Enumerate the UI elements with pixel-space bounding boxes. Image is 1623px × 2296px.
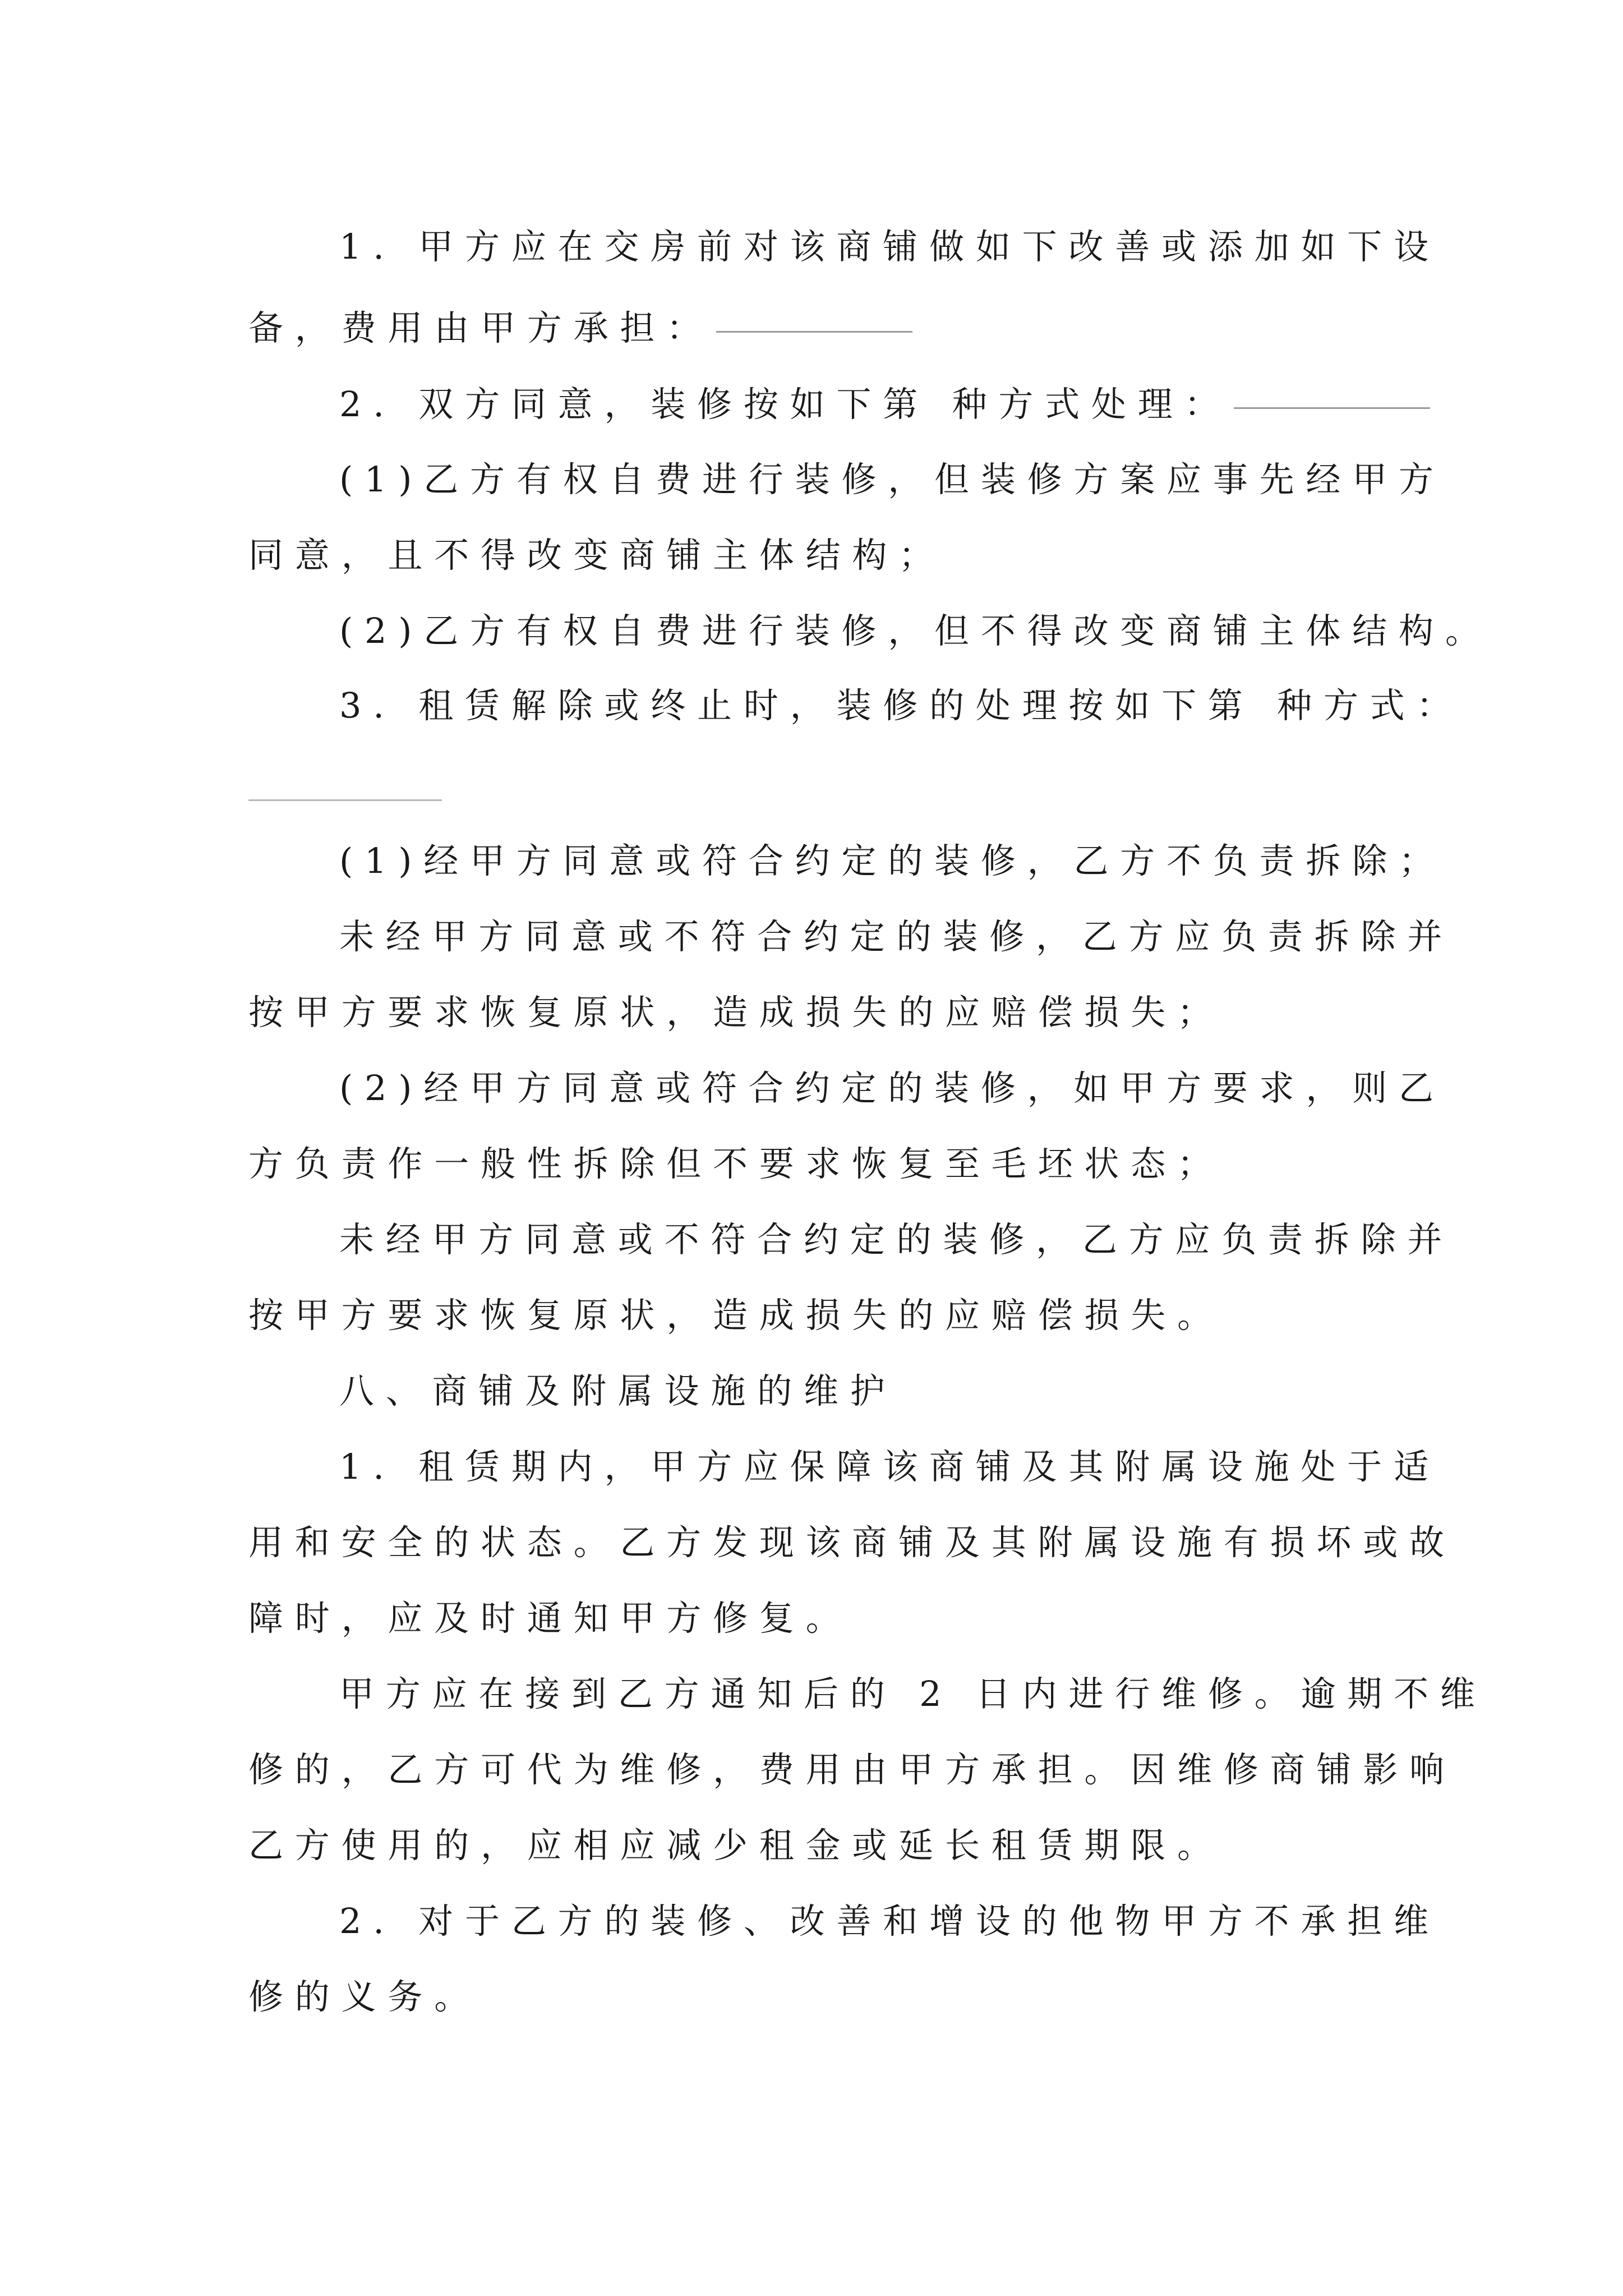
fill-in-blank bbox=[248, 799, 442, 801]
text-line-content: 1. 租赁期内，甲方应保障该商铺及其附属设施处于适 bbox=[339, 1446, 1440, 1487]
text-line-content: 1. 甲方应在交房前对该商铺做如下改善或添加如下设 bbox=[339, 226, 1440, 267]
text-line-content: 用和安全的状态。乙方发现该商铺及其附属设施有损坏或故 bbox=[248, 1522, 1456, 1563]
text-line-content: 未经甲方同意或不符合约定的装修，乙方应负责拆除并 bbox=[339, 916, 1454, 957]
text-line-content: 2. 对于乙方的装修、改善和增设的他物甲方不承担维 bbox=[339, 1901, 1440, 1941]
section-heading-text: 八、商铺及附属设施的维护 bbox=[339, 1370, 897, 1411]
text-line-content: (2)乙方有权自费进行装修，但不得改变商铺主体结构。 bbox=[339, 610, 1492, 651]
text-line bbox=[0, 658, 1623, 753]
fill-in-blank bbox=[716, 329, 912, 333]
text-line-content: 方负责作一般性拆除但不要求恢复至毛坯状态； bbox=[248, 1143, 1224, 1184]
text-line-content: 按甲方要求恢复原状，造成损失的应赔偿损失； bbox=[248, 992, 1224, 1033]
text-line-content: 修的义务。 bbox=[248, 1976, 481, 2017]
text-line-content: 2. 双方同意，装修按如下第 种方式处理： bbox=[339, 384, 1231, 425]
text-line-content: (1)乙方有权自费进行装修，但装修方案应事先经甲方 bbox=[339, 459, 1445, 500]
text-line-content: 障时，应及时通知甲方修复。 bbox=[248, 1598, 852, 1639]
text-line-content: 未经甲方同意或不符合约定的装修，乙方应负责拆除并 bbox=[339, 1219, 1454, 1260]
text-line-content: 甲方应在接到乙方通知后的 2 日内进行维修。逾期不维 bbox=[339, 1673, 1487, 1714]
text-line-content: 乙方使用的，应相应减少租金或延长租赁期限。 bbox=[248, 1825, 1224, 1866]
text-line-content: (2)经甲方同意或符合约定的装修，如甲方要求，则乙 bbox=[339, 1068, 1445, 1108]
fill-in-blank bbox=[1234, 405, 1430, 409]
text-line-content: 同意，且不得改变商铺主体结构； bbox=[248, 535, 946, 576]
text-line-content: 备，费用由甲方承担： bbox=[248, 307, 713, 348]
text-line-content: (1)经甲方同意或符合约定的装修，乙方不负责拆除； bbox=[339, 840, 1445, 881]
text-line-content: 修的，乙方可代为维修，费用由甲方承担。因维修商铺影响 bbox=[248, 1749, 1456, 1790]
text-line-content: 按甲方要求恢复原状，造成损失的应赔偿损失。 bbox=[248, 1295, 1224, 1336]
text-line bbox=[0, 1949, 1623, 2045]
text-line-content: 3. 租赁解除或终止时，装修的处理按如下第 种方式： bbox=[339, 685, 1463, 726]
